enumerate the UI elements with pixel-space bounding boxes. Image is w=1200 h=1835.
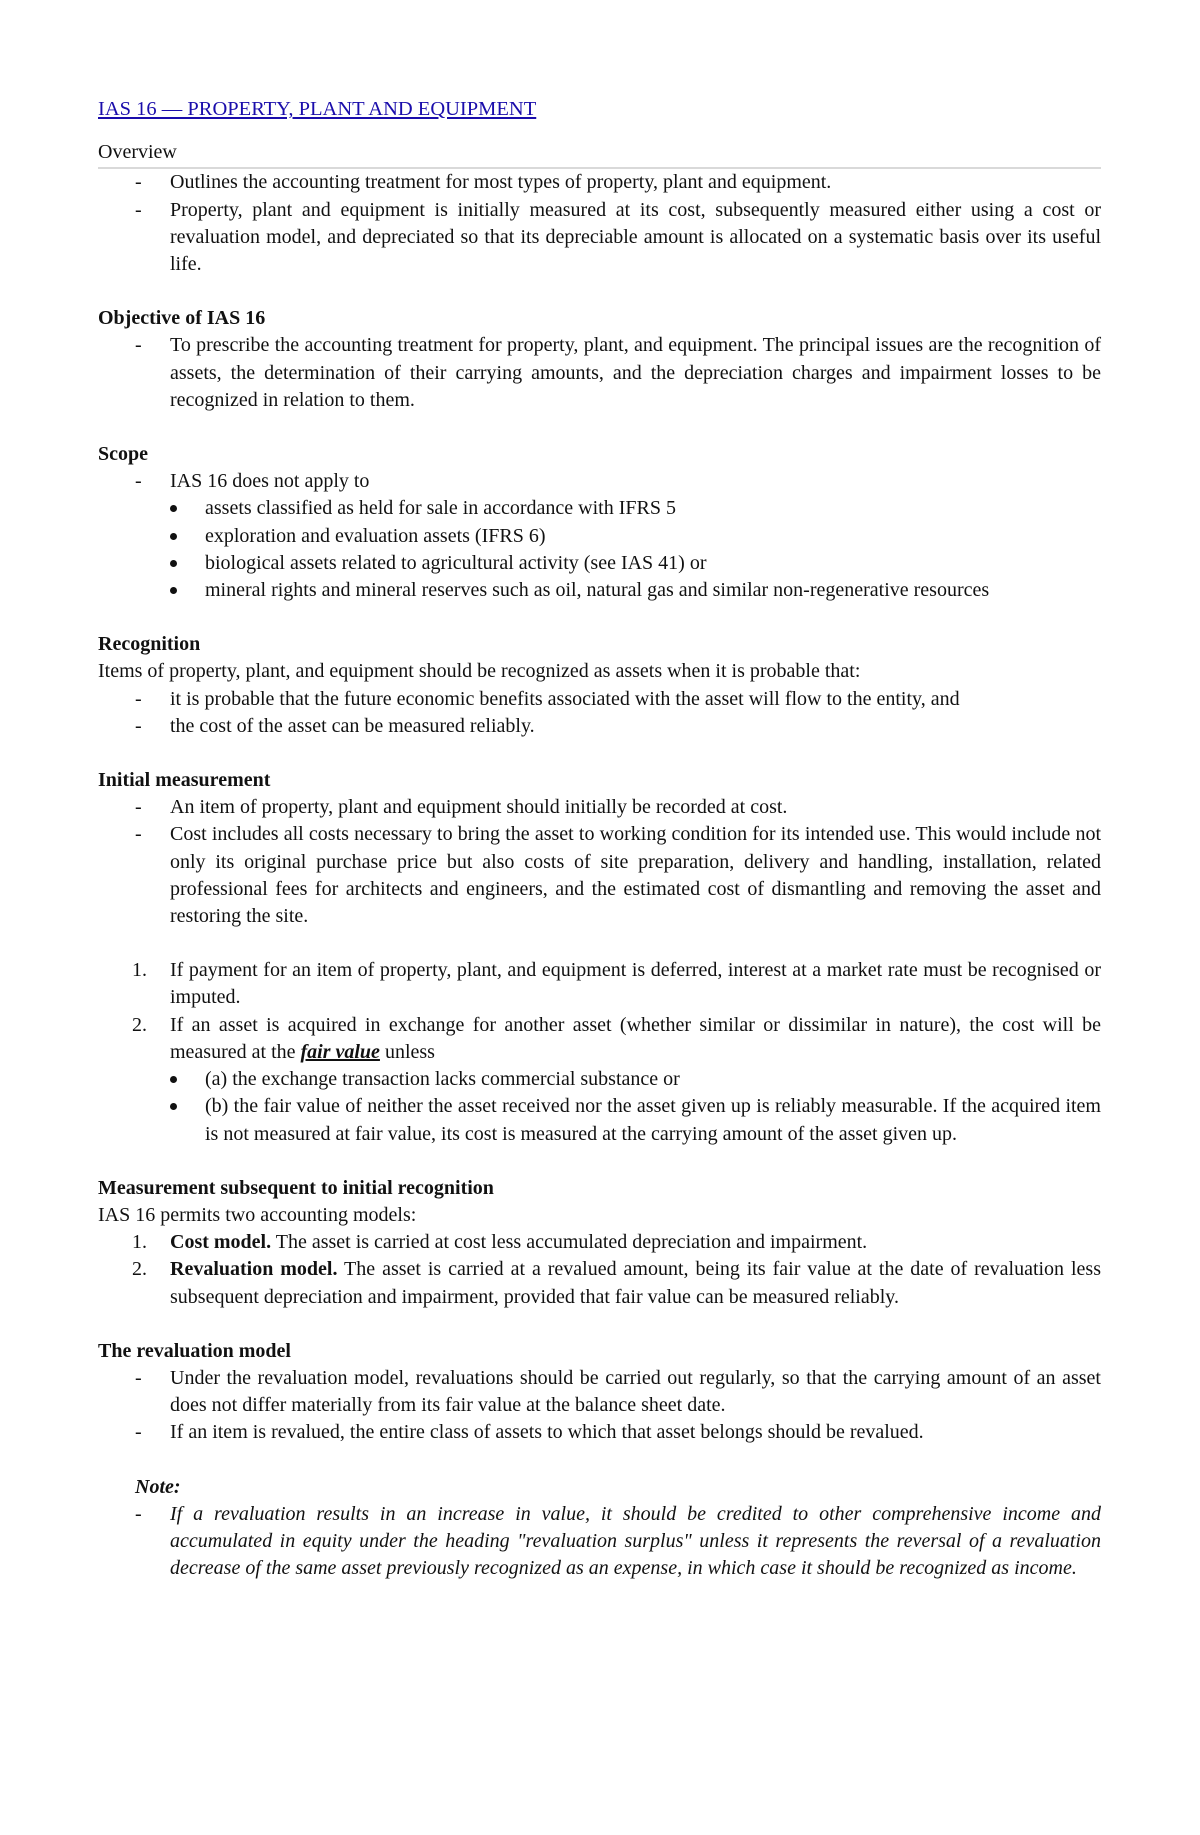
scope-list (98, 468, 1101, 495)
dash-marker: - (135, 171, 142, 194)
bullet-item: mineral rights and mineral reserves such as oil, natural gas and similar non-regenerative resources (98, 577, 1101, 604)
bullet-dot-icon (170, 1103, 177, 1110)
note-heading: Note: (135, 1475, 181, 1498)
dash-marker: - (135, 823, 142, 846)
document-page (98, 96, 1101, 1582)
number-marker: 1. (132, 959, 147, 982)
objective-list (98, 332, 1101, 414)
fair-value-emphasis: fair value (300, 1040, 380, 1063)
bullet-item: assets classified as held for sale in accordance with IFRS 5 (98, 495, 1101, 522)
subsequent-intro: IAS 16 permits two accounting models: (98, 1203, 417, 1226)
objective-section (98, 305, 1101, 414)
initial-measurement-section (98, 767, 1101, 1148)
list-item: - Outlines the accounting treatment for most types of property, plant and equipment. (98, 169, 1101, 196)
bullet-dot-icon (170, 533, 177, 540)
dash-marker: - (135, 796, 142, 819)
bullet-dot-icon (170, 505, 177, 512)
bullet-dot-icon (170, 587, 177, 594)
bullet-dot-icon (170, 1076, 177, 1083)
spacer (98, 930, 1101, 957)
overview-heading: Overview (98, 139, 1101, 169)
dash-marker: - (135, 714, 142, 737)
number-marker: 1. (132, 1231, 147, 1254)
dash-marker: - (135, 470, 142, 493)
note-list (98, 1501, 1101, 1583)
exchange-bullets (98, 1066, 1101, 1148)
subsequent-measurement-heading: Measurement subsequent to initial recognition (98, 1176, 494, 1199)
bullet-item: (a) the exchange transaction lacks commercial substance or (98, 1066, 1101, 1093)
dash-marker: - (135, 1421, 142, 1444)
dash-marker: - (135, 1366, 142, 1389)
document-title-link[interactable]: IAS 16 — PROPERTY, PLANT AND EQUIPMENT (98, 98, 537, 120)
list-item: - Cost includes all costs necessary to bring the asset to working condition for its intended use. This would include not only its original purchase price but also costs of site preparation, delivery and handling, installation, related professional fees for architects and engineers, and the estimated cost of dismantling and removing the asset and restoring the site. (135, 823, 1101, 928)
numbered-item: 1. If payment for an item of property, plant, and equipment is deferred, interest at a market rate must be recognised or imputed. (132, 959, 1101, 1009)
list-item: - it is probable that the future economic benefits associated with the asset will flow to the entity, and (98, 686, 1101, 713)
recognition-intro: Items of property, plant, and equipment should be recognized as assets when it is probable that: (98, 660, 861, 683)
scope-section (98, 441, 1101, 604)
numbered-item: 2. If an asset is acquired in exchange for another asset (whether similar or dissimilar in nature), the cost will be measured at the fair value unless (132, 1013, 1101, 1063)
list-item: - If an item is revalued, the entire class of assets to which that asset belongs should be revalued. (98, 1419, 1101, 1446)
numbered-item: 2. Revaluation model. The asset is carried at a revalued amount, being its fair value at the date of revaluation less subsequent depreciation and impairment, provided that fair value can be measured reliably. (132, 1258, 1101, 1308)
revaluation-list (98, 1365, 1101, 1447)
models-list (98, 1229, 1101, 1311)
number-marker: 2. (132, 1013, 147, 1036)
model-label: Revaluation model. (170, 1258, 338, 1281)
revaluation-heading: The revaluation model (98, 1339, 291, 1362)
bullet-item: (b) the fair value of neither the asset received nor the asset given up is reliably measurable. If the acquired item is not measured at fair value, its cost is measured at the carrying amount of the asset given up. (98, 1093, 1101, 1147)
recognition-heading: Recognition (98, 633, 201, 656)
dash-marker: - (135, 198, 142, 221)
list-item: - Under the revaluation model, revaluations should be carried out regularly, so that the carrying amount of an asset does not differ materially from its fair value at the balance sheet date. (135, 1366, 1101, 1417)
bullet-item: exploration and evaluation assets (IFRS 6) (98, 523, 1101, 550)
recognition-section (98, 631, 1101, 740)
dash-marker: - (135, 687, 142, 710)
number-marker: 2. (132, 1258, 147, 1281)
list-item: - An item of property, plant and equipment should initially be recorded at cost. (98, 794, 1101, 821)
dash-marker: - (135, 1502, 142, 1525)
scope-heading: Scope (98, 443, 148, 466)
overview-list (98, 169, 1101, 278)
list-item: - Property, plant and equipment is initially measured at its cost, subsequently measured either using a cost or revaluation model, and depreciated so that its depreciable amount is allocated on a systematic basis over its useful life. (135, 198, 1101, 276)
objective-heading: Objective of IAS 16 (98, 307, 266, 330)
revaluation-section (98, 1338, 1101, 1583)
initial-numbered-list (98, 957, 1101, 1066)
dash-marker: - (135, 334, 142, 357)
scope-bullets (98, 495, 1101, 604)
numbered-item: 1. Cost model. The asset is carried at cost less accumulated depreciation and impairment. (98, 1229, 1101, 1256)
model-label: Cost model. (170, 1231, 272, 1254)
list-item: - the cost of the asset can be measured reliably. (98, 713, 1101, 740)
bullet-dot-icon (170, 560, 177, 567)
recognition-list (98, 686, 1101, 740)
initial-measurement-heading: Initial measurement (98, 769, 271, 792)
list-item: - IAS 16 does not apply to (98, 468, 1101, 495)
subsequent-measurement-section (98, 1175, 1101, 1311)
bullet-item: biological assets related to agricultural activity (see IAS 41) or (98, 550, 1101, 577)
list-item: - If a revaluation results in an increase in value, it should be credited to other comprehensive income and accumulated in equity under the heading "revaluation surplus" unless it represents the reversal of a revaluation decrease of the same asset previously recognized as an expense, in which case it should be recognized as income. (135, 1502, 1101, 1580)
initial-measurement-list (98, 794, 1101, 930)
list-item: - To prescribe the accounting treatment for property, plant, and equipment. The principal issues are the recognition of assets, the determination of their carrying amounts, and the depreciation charges and impairment losses to be recognized in relation to them. (135, 334, 1101, 411)
